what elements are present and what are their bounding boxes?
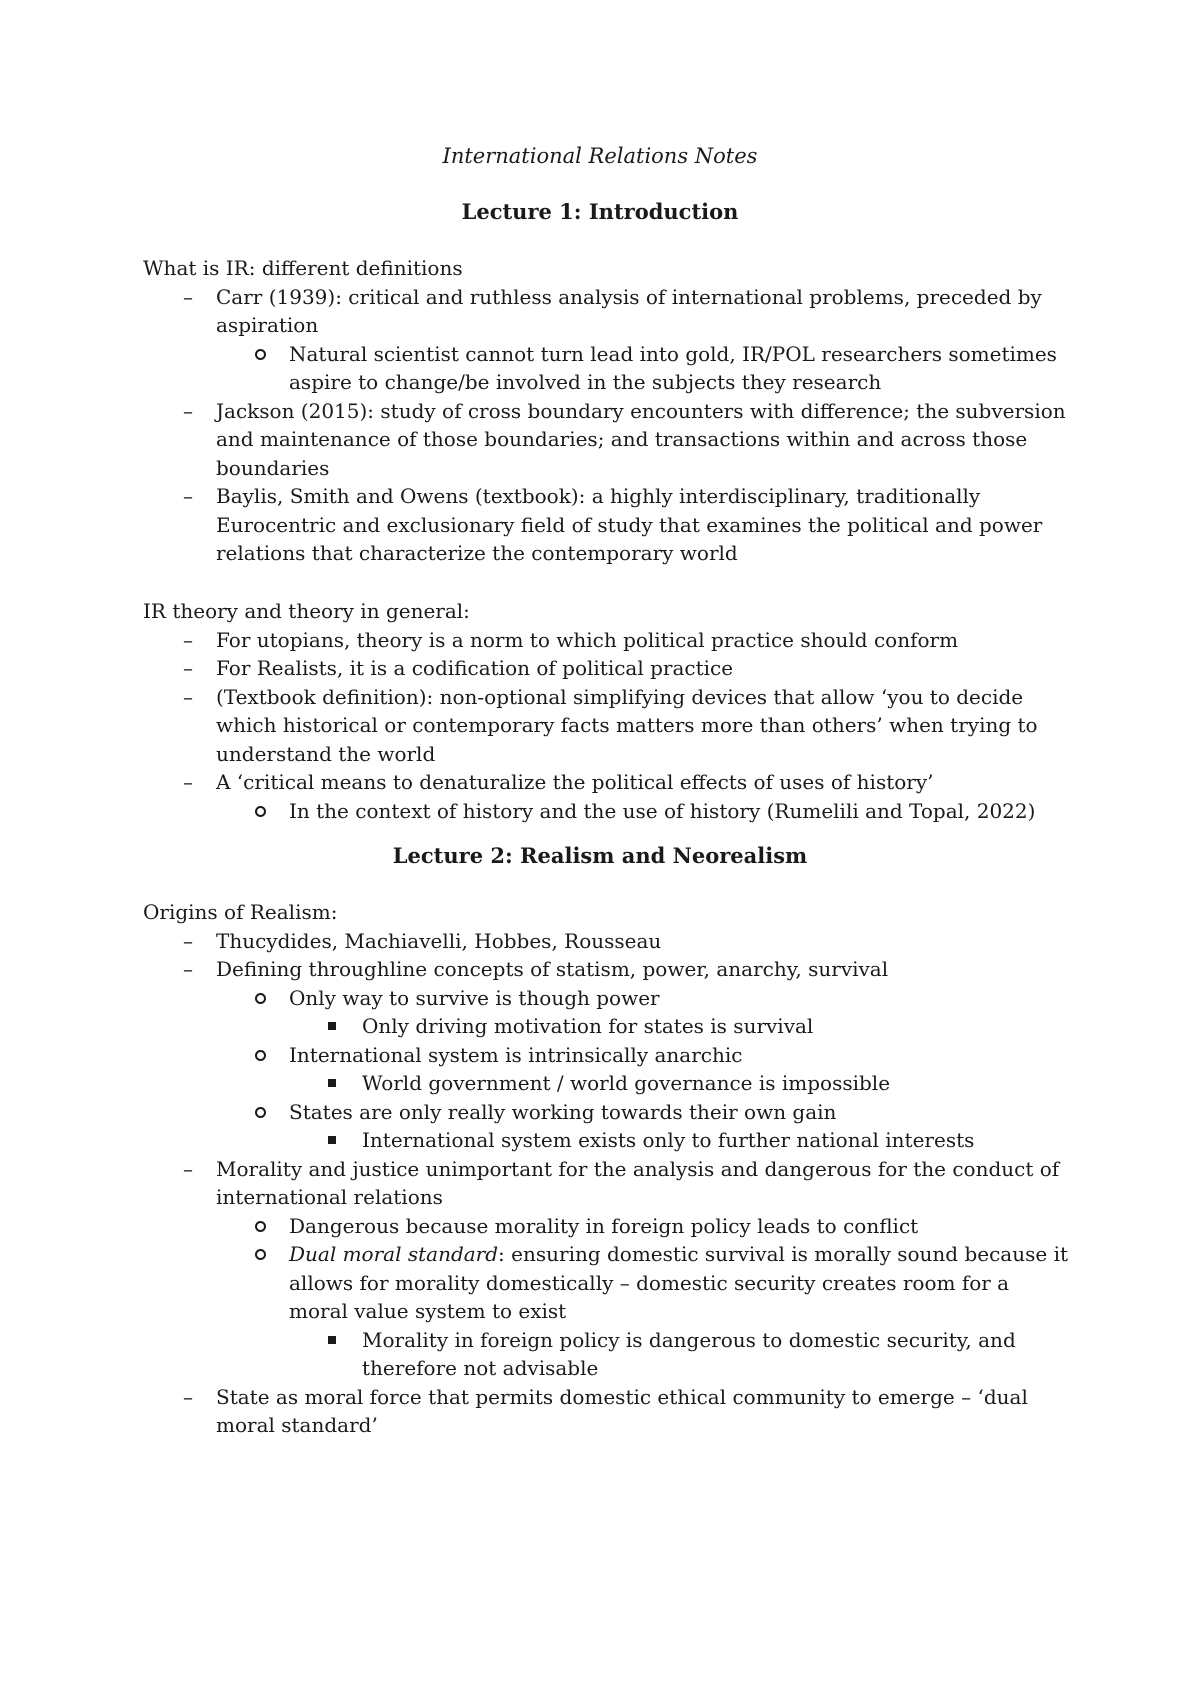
- sub-list: [216, 797, 1073, 826]
- list-item-text: Carr (1939): critical and ruthless analysis of international problems, preceded by aspiration: [216, 284, 1042, 337]
- sub-list-item-text: In the context of history and the use of history (Rumelili and Topal, 2022): [289, 798, 1036, 823]
- sub-sub-list-item-text: Morality in foreign policy is dangerous to domestic security, and therefore not advisable: [362, 1327, 1016, 1380]
- sub-list-item-text: Dangerous because morality in foreign policy leads to conflict: [289, 1213, 919, 1238]
- definition-list: [143, 283, 1073, 568]
- list-item: [143, 1383, 1073, 1440]
- sub-sub-list: [289, 1326, 1073, 1383]
- list-item: [143, 927, 1073, 956]
- document-title: International Relations Notes: [442, 144, 758, 168]
- square-bullet-icon: [328, 1022, 336, 1030]
- list-item-text: (Textbook definition): non-optional simplifying devices that allow ‘you to decide which historical or contemporary facts matters more than others’ when trying to understand the world: [216, 684, 1038, 766]
- circle-bullet-icon: [255, 1249, 266, 1260]
- section-intro: IR theory and theory in general:: [143, 599, 470, 623]
- sub-sub-list: [289, 1126, 1073, 1155]
- sub-list: [216, 340, 1073, 397]
- list-item: [143, 397, 1073, 483]
- sub-list-item-text: Only way to survive is though power: [289, 985, 660, 1010]
- sub-list-item-text: States are only really working towards their own gain: [289, 1099, 837, 1124]
- circle-bullet-icon: [255, 1221, 266, 1232]
- section-what-is-ir: [143, 254, 1073, 568]
- sub-sub-list-item: [143, 1012, 1073, 1041]
- sub-sub-list-item: [143, 1069, 1073, 1098]
- sub-list-item: [143, 1212, 1073, 1241]
- list-item: [143, 955, 1073, 1155]
- sub-list-item: [143, 1240, 1073, 1383]
- circle-bullet-icon: [255, 1107, 266, 1118]
- sub-sub-list-item-text: Only driving motivation for states is survival: [362, 1014, 814, 1038]
- section-ir-theory: [143, 597, 1073, 825]
- dash-bullet-icon: [183, 927, 193, 956]
- list-item-text: Baylis, Smith and Owens (textbook): a highly interdisciplinary, traditionally Eurocentric and exclusionary field of study that examines the political and power relations that characterize the contemporary world: [216, 484, 1043, 565]
- sub-sub-list-item: [143, 1326, 1073, 1383]
- sub-list: [216, 984, 1073, 1155]
- list-item: [143, 1155, 1073, 1383]
- section-intro: What is IR: different definitions: [143, 256, 463, 280]
- dual-moral-standard-term: Dual moral standard: [289, 1242, 499, 1266]
- sub-list-item: [143, 340, 1073, 397]
- list-item: [143, 283, 1073, 397]
- theory-list: [143, 626, 1073, 826]
- dash-bullet-icon: [183, 283, 193, 312]
- dash-bullet-icon: [183, 626, 193, 655]
- square-bullet-icon: [328, 1336, 336, 1344]
- list-item: [143, 683, 1073, 769]
- list-item-text: Morality and justice unimportant for the analysis and dangerous for the conduct of international relations: [216, 1156, 1060, 1209]
- sub-list-item: [143, 1041, 1073, 1098]
- sub-sub-list-item-text: International system exists only to further national interests: [362, 1128, 975, 1152]
- lecture-1-heading: Lecture 1: Introduction: [461, 199, 739, 224]
- dash-bullet-icon: [183, 768, 193, 797]
- circle-bullet-icon: [255, 1050, 266, 1061]
- circle-bullet-icon: [255, 993, 266, 1004]
- list-item-text: Jackson (2015): study of cross boundary encounters with difference; the subversion and maintenance of those boundaries; and transactions within and across those boundaries: [216, 398, 1066, 480]
- dash-bullet-icon: [183, 654, 193, 683]
- section-intro: Origins of Realism:: [143, 900, 338, 924]
- dual-moral-standard-definition: : ensuring domestic survival is morally sound because it allows for morality domestically – domestic security creates room for a moral value system to exist: [289, 1242, 1068, 1323]
- list-item-text: For utopians, theory is a norm to which political practice should conform: [216, 627, 959, 652]
- dash-bullet-icon: [183, 683, 193, 712]
- sub-list-item: [143, 797, 1073, 826]
- square-bullet-icon: [328, 1136, 336, 1144]
- sub-list-item: [143, 984, 1073, 1041]
- dash-bullet-icon: [183, 397, 193, 426]
- list-item: [143, 626, 1073, 655]
- section-origins-of-realism: [143, 898, 1073, 1440]
- sub-sub-list-item: [143, 1126, 1073, 1155]
- dash-bullet-icon: [183, 955, 193, 984]
- sub-list-item-text: [289, 1242, 1068, 1323]
- list-item-text: For Realists, it is a codification of political practice: [216, 656, 734, 680]
- sub-list-item: [143, 1098, 1073, 1155]
- list-item: [143, 768, 1073, 825]
- dash-bullet-icon: [183, 482, 193, 511]
- square-bullet-icon: [328, 1079, 336, 1087]
- list-item-text: State as moral force that permits domestic ethical community to emerge – ‘dual moral standard’: [216, 1384, 1028, 1437]
- sub-sub-list: [289, 1069, 1073, 1098]
- circle-bullet-icon: [255, 349, 266, 360]
- origins-list: [143, 927, 1073, 1440]
- sub-sub-list-item-text: World government / world governance is impossible: [362, 1071, 891, 1095]
- list-item-text: Thucydides, Machiavelli, Hobbes, Rousseau: [216, 928, 662, 953]
- sub-list-item-text: Natural scientist cannot turn lead into gold, IR/POL researchers sometimes aspire to change/be involved in the subjects they research: [289, 341, 1057, 394]
- sub-list: [216, 1212, 1073, 1383]
- list-item: [143, 482, 1073, 568]
- circle-bullet-icon: [255, 806, 266, 817]
- sub-list-item-text: International system is intrinsically anarchic: [289, 1042, 743, 1067]
- list-item: [143, 654, 1073, 683]
- dash-bullet-icon: [183, 1383, 193, 1412]
- sub-sub-list: [289, 1012, 1073, 1041]
- list-item-text: Defining throughline concepts of statism, power, anarchy, survival: [216, 957, 889, 981]
- dash-bullet-icon: [183, 1155, 193, 1184]
- list-item-text: A ‘critical means to denaturalize the political effects of uses of history’: [216, 770, 934, 794]
- lecture-2-heading: Lecture 2: Realism and Neorealism: [392, 843, 808, 868]
